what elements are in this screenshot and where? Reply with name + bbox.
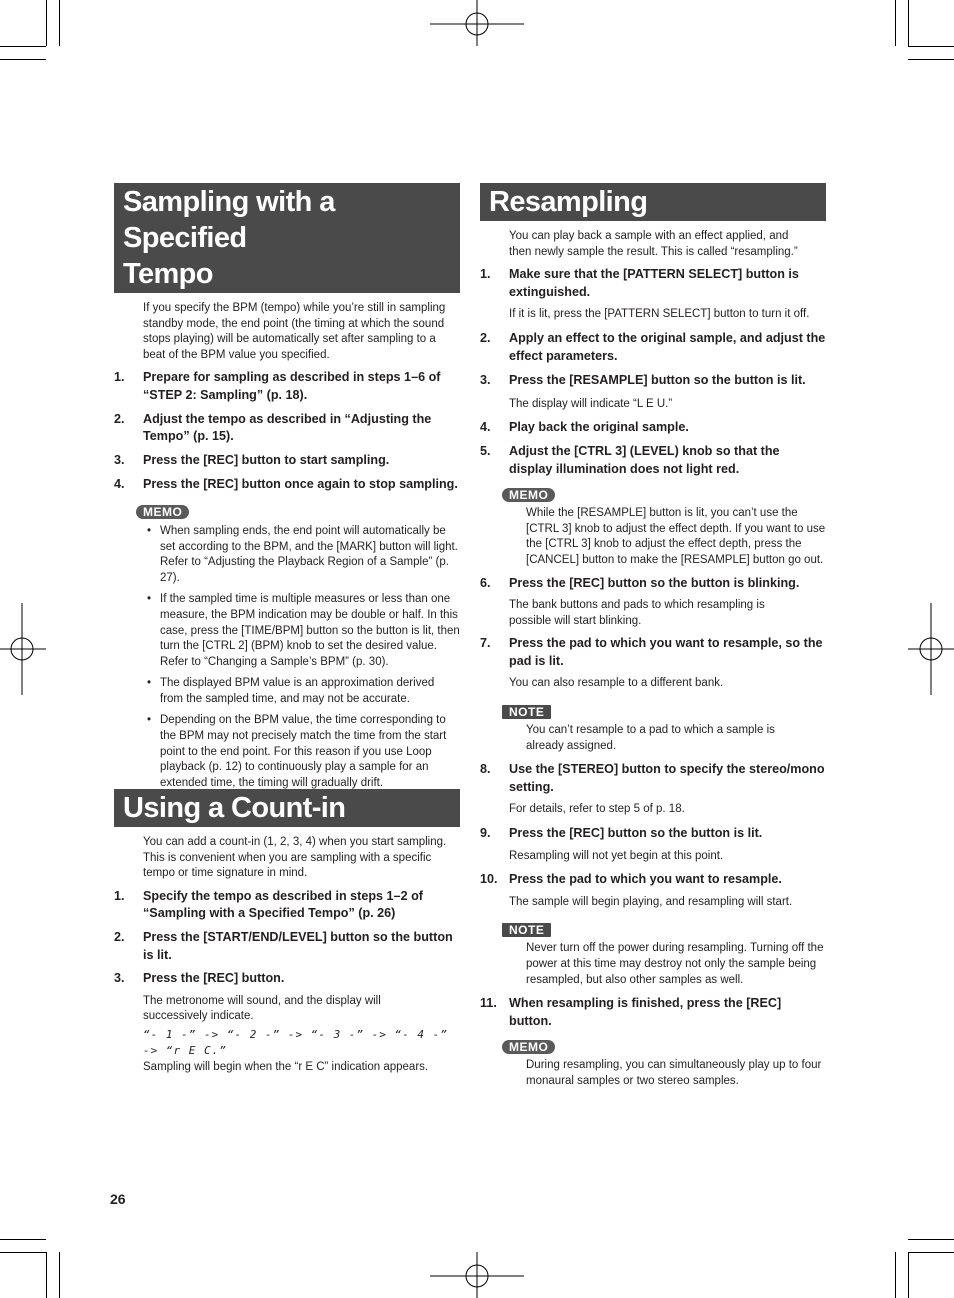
crop-mark (46, 0, 47, 46)
registration-mark (430, 0, 524, 48)
crop-mark (895, 1252, 896, 1298)
crop-mark (895, 0, 896, 46)
step-item (480, 635, 826, 670)
step-detail: Resampling will not yet begin at this point. (509, 849, 724, 862)
step-text: Press the [REC] button once again to stop sampling. (143, 477, 458, 492)
right-column (480, 183, 826, 1090)
step-text: Press the pad to which you want to resample. (509, 872, 782, 887)
step-detail: You can also resample to a different bank. (509, 677, 724, 690)
step-number: 8. (480, 762, 491, 777)
section-heading-resampling (480, 183, 826, 221)
step-item (114, 369, 460, 404)
step-number: 4. (114, 477, 125, 492)
crop-mark (908, 1252, 909, 1298)
memo-badge: MEMO (136, 505, 189, 519)
page-number: 26 (110, 1191, 126, 1207)
heading-line: Sampling with a Specified (123, 186, 335, 254)
step-text: Adjust the [CTRL 3] (LEVEL) knob so that the display illumination does not light red. (509, 443, 780, 476)
section-heading-sampling-tempo (114, 183, 460, 293)
note-badge: NOTE (502, 923, 551, 937)
step-text: When resampling is finished, press the [REC] button. (509, 996, 782, 1028)
step-item (480, 266, 826, 301)
step-number: 5. (480, 443, 491, 458)
memo-bullet-list (147, 524, 460, 792)
crop-mark (0, 59, 46, 60)
memo-bullet: • The displayed BPM value is an approximation derived from the sampled time, and may not be accurate. (147, 676, 460, 707)
step-item (480, 871, 826, 889)
step-text: Press the [REC] button. (143, 971, 285, 986)
registration-mark (0, 603, 48, 695)
step-number: 9. (480, 826, 491, 841)
step-text: Play back the original sample. (509, 420, 689, 435)
step-item (480, 995, 826, 1030)
section-heading-count-in (114, 789, 460, 827)
intro-paragraph: You can play back a sample with an effect applied, and then newly sample the result. This is called “resampling.” (509, 230, 798, 258)
step-number: 2. (114, 411, 125, 426)
step-number: 6. (480, 575, 491, 590)
step-item (480, 443, 826, 478)
step-text: Press the pad to which you want to resample, so the pad is lit. (509, 636, 823, 668)
step-number: 2. (480, 330, 491, 345)
step-item (480, 761, 826, 796)
step-item (114, 970, 460, 988)
step-list (114, 369, 460, 494)
crop-mark (0, 46, 46, 47)
step-item (480, 575, 826, 593)
left-column-countin (114, 789, 460, 1076)
memo-bullet: • Depending on the BPM value, the time corresponding to the BPM may not precisely match the time from the start point to the end point. For this reason if you use Loop playback (p. 12) to continuously play a sample for an extended time, the timing will gradually drift. (147, 713, 460, 791)
intro-paragraph: If you specify the BPM (tempo) while you’re still in sampling standby mode, the end point (the timing at which the sound stops playing) will be automatically set after sampling to a beat of the BPM value you specified. (143, 302, 446, 361)
step-text: Press the [REC] button so the button is blinking. (509, 575, 800, 590)
crop-mark (908, 0, 909, 46)
step-text: Press the [REC] button to start sampling. (143, 452, 390, 467)
heading-line: Resampling (489, 186, 648, 218)
step-text: Adjust the tempo as described in “Adjusting the Tempo” (p. 15). (143, 411, 432, 444)
step-detail: If it is lit, press the [PATTERN SELECT] button to turn it off. (509, 308, 810, 321)
step-detail: The bank buttons and pads to which resampling is possible will start blinking. (509, 599, 765, 627)
heading-line: Tempo (123, 258, 213, 290)
step-item (114, 476, 460, 494)
crop-mark (908, 1252, 954, 1253)
left-column (114, 183, 460, 791)
step-detail: Sampling will begin when the “r E C” indication appears. (143, 1061, 429, 1074)
memo-bullet: • When sampling ends, the end point will automatically be set according to the BPM, and the [MARK] button will light. Refer to “Adjusting the Playback Region of a Sample” (p. 27). (147, 524, 460, 586)
step-item (480, 825, 826, 843)
step-item (480, 330, 826, 365)
intro-paragraph: You can add a count-in (1, 2, 3, 4) when you start sampling. This is convenient when you are sampling with a specific tempo or time signature in mind. (143, 836, 447, 880)
crop-mark (46, 1252, 47, 1298)
crop-mark (0, 1239, 46, 1240)
step-detail: The metronome will sound, and the display will successively indicate. (143, 994, 381, 1023)
crop-mark (0, 1252, 46, 1253)
step-number: 7. (480, 636, 491, 651)
crop-mark (908, 59, 954, 60)
step-item (480, 419, 826, 437)
heading-line: Using a Count-in (123, 792, 346, 824)
step-detail: For details, refer to step 5 of p. 18. (509, 803, 685, 816)
step-number: 3. (114, 971, 125, 986)
step-text: Specify the tempo as described in steps 1–2 of “Sampling with a Specified Tempo” (p. 26) (143, 888, 423, 921)
memo-badge: MEMO (502, 1040, 555, 1054)
step-number: 1. (114, 370, 125, 385)
step-number: 4. (480, 420, 491, 435)
crop-mark (59, 1252, 60, 1298)
step-text: Use the [STEREO] button to specify the stereo/mono setting. (509, 762, 825, 794)
step-number: 3. (114, 452, 125, 467)
step-number: 3. (480, 373, 491, 388)
step-item (114, 888, 460, 923)
step-number: 1. (480, 267, 491, 282)
step-text: Press the [START/END/LEVEL] button so the button is lit. (143, 929, 453, 962)
memo-bullet: • If the sampled time is multiple measures or less than one measure, the BPM indication may be double or half. In this case, press the [TIME/BPM] button so the button is lit, then turn the [CTRL 2] (BPM) knob to set the desired value. Refer to “Changing a Sample’s BPM” (p. 30). (147, 592, 460, 670)
memo-text: During resampling, you can simultaneously play up to four monaural samples or two stereo samples. (526, 1059, 822, 1087)
memo-text: While the [RESAMPLE] button is lit, you can’t use the [CTRL 3] knob to adjust the effect depth. If you want to use the [CTRL 3] knob to adjust the effect depth, press the [CANCEL] button to make the [RESAMPLE] button go out. (526, 507, 826, 566)
step-text: Prepare for sampling as described in steps 1–6 of “STEP 2: Sampling” (p. 18). (143, 370, 441, 402)
display-sequence: “- 1 -” -> “- 2 -” -> “- 3 -” -> “- 4 -” -> “r E C.” (143, 1027, 448, 1057)
crop-mark (59, 0, 60, 46)
registration-mark (430, 1252, 524, 1298)
step-item (114, 411, 460, 446)
step-number: 1. (114, 888, 125, 903)
crop-mark (908, 46, 954, 47)
step-text: Apply an effect to the original sample, and adjust the effect parameters. (509, 330, 826, 363)
step-text: Make sure that the [PATTERN SELECT] button is extinguished. (509, 267, 799, 299)
step-item (114, 452, 460, 470)
step-text: Press the [REC] button so the button is lit. (509, 826, 763, 841)
step-text: Press the [RESAMPLE] button so the button is lit. (509, 373, 806, 388)
step-item (114, 929, 460, 964)
note-text: You can’t resample to a pad to which a sample is already assigned. (526, 724, 775, 752)
step-number: 10. (480, 872, 498, 887)
registration-mark (906, 603, 954, 695)
step-number: 11. (480, 996, 497, 1011)
note-badge: NOTE (502, 705, 551, 719)
step-number: 2. (114, 929, 125, 944)
note-text: Never turn off the power during resampling. Turning off the power at this time may destroy not only the sample being resampled, but also other samples as well. (526, 942, 824, 986)
step-detail: The display will indicate “L E U.” (509, 397, 673, 410)
step-item (480, 372, 826, 390)
crop-mark (908, 1239, 954, 1240)
memo-badge: MEMO (502, 488, 555, 502)
step-detail: The sample will begin playing, and resampling will start. (509, 895, 793, 908)
